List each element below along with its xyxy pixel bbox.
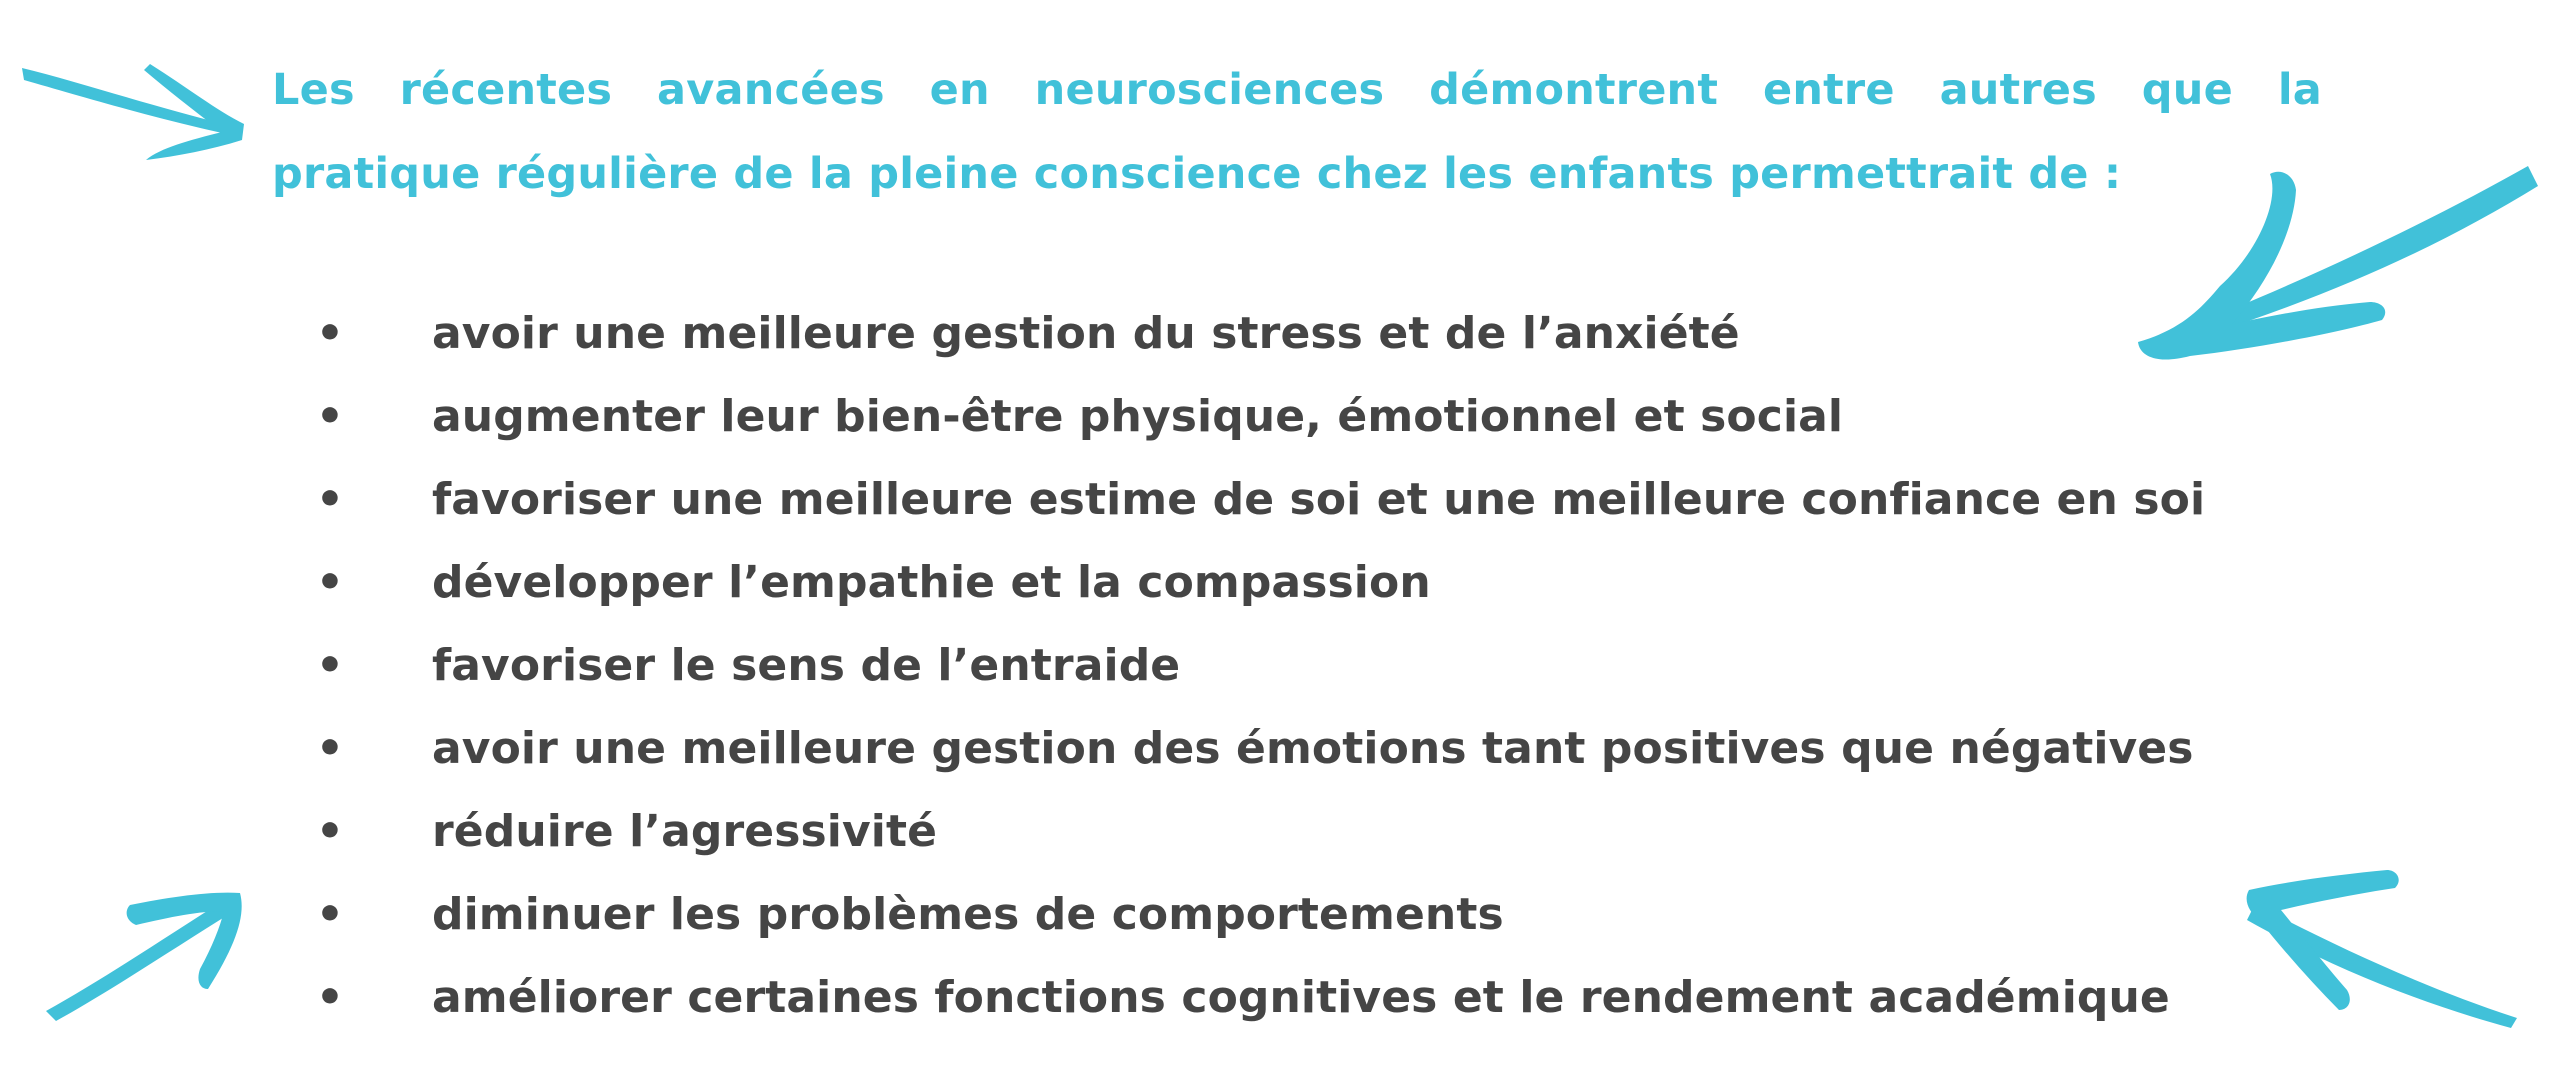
- intro-line-2: pratique régulière de la pleine conscience chez les enfants permettrait de :: [272, 149, 2122, 199]
- intro-paragraph: [272, 48, 2322, 216]
- bullet-icon: •: [315, 308, 345, 359]
- arrow-bottom-right-icon: [2235, 860, 2535, 1030]
- bullet-icon: •: [315, 723, 345, 774]
- list-item-text: avoir une meilleure gestion du stress et de l’anxiété: [432, 308, 1740, 359]
- list-item-text: améliorer certaines fonctions cognitives et le rendement académique: [432, 972, 2170, 1023]
- bullet-icon: •: [315, 557, 345, 608]
- bullet-icon: •: [315, 972, 345, 1023]
- bullet-icon: •: [315, 391, 345, 442]
- bullet-icon: •: [315, 474, 345, 525]
- intro-line-1: Les récentes avancées en neurosciences démontrent entre autres que la: [272, 65, 2322, 115]
- list-item-text: développer l’empathie et la compassion: [432, 557, 1431, 608]
- list-item-text: diminuer les problèmes de comportements: [432, 889, 1504, 940]
- list-item-text: favoriser le sens de l’entraide: [432, 640, 1181, 691]
- list-item-text: favoriser une meilleure estime de soi et une meilleure confiance en soi: [432, 474, 2206, 525]
- list-item-text: augmenter leur bien-être physique, émotionnel et social: [432, 391, 1844, 442]
- arrow-bottom-left-icon: [40, 885, 260, 1025]
- list-item-text: réduire l’agressivité: [432, 806, 938, 857]
- bullet-icon: •: [315, 806, 345, 857]
- bullet-icon: •: [315, 640, 345, 691]
- list-item-text: avoir une meilleure gestion des émotions tant positives que négatives: [432, 723, 2194, 774]
- bullet-icon: •: [315, 889, 345, 940]
- arrow-top-left-icon: [10, 40, 260, 170]
